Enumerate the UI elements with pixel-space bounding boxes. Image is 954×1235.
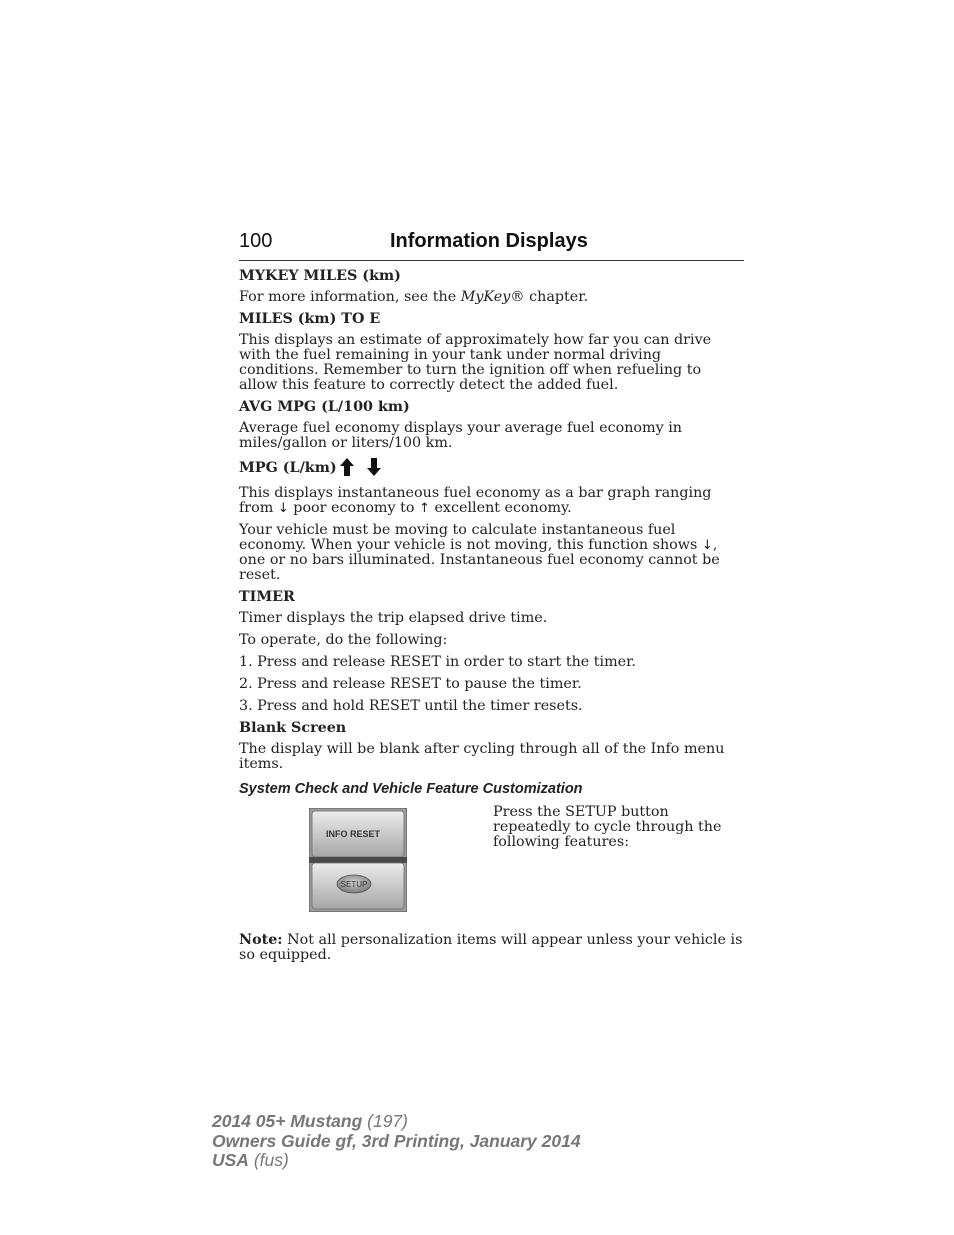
chapter-title: Information Displays <box>390 230 588 252</box>
setup-button-label: SETUP <box>340 880 368 889</box>
footer-line-2: Owners Guide gf, 3rd Printing, January 2014 <box>212 1130 581 1151</box>
info-setup-control-image <box>309 808 407 912</box>
footer-line-3: USA (fus) <box>212 1150 289 1170</box>
page-content <box>239 266 744 970</box>
section-title-system-check: System Check and Vehicle Feature Customization <box>239 781 583 797</box>
heading-mykey-miles: MYKEY MILES (km) <box>239 268 401 284</box>
blank-screen-text: The display will be blank after cycling through all of the Info menu items. <box>239 741 725 772</box>
arrow-up-small-icon: ↑ <box>419 501 430 516</box>
mpg-text-2: Your vehicle must be moving to calculate instantaneous fuel economy. When your vehicle is not moving, this function shows ↓, one or no bars illuminated. Instantaneous fuel economy cannot be reset. <box>239 522 720 583</box>
timer-text: Timer displays the trip elapsed drive time. <box>239 610 548 626</box>
info-reset-button-label: INFO RESET <box>325 829 381 839</box>
note: Note: Not all personalization items will appear unless your vehicle is so equipped. <box>239 932 743 963</box>
setup-caption: Press the SETUP button repeatedly to cycle through the following features: <box>493 804 722 850</box>
setup-figure <box>239 805 744 933</box>
mykey-text: For more information, see the MyKey® chapter. <box>239 289 589 305</box>
timer-step-2: 2. Press and release RESET to pause the timer. <box>239 676 582 692</box>
footer-line-1: 2014 05+ Mustang (197) <box>212 1111 408 1131</box>
arrow-down-icon <box>367 458 381 480</box>
mpg-text-1: This displays instantaneous fuel economy as a bar graph ranging from ↓ poor economy to ↑ excellent economy. <box>239 485 712 516</box>
arrow-down-small-icon: ↓ <box>277 501 289 516</box>
arrow-down-small-icon: ↓ <box>701 538 713 553</box>
heading-miles-to-e: MILES (km) TO E <box>239 311 381 327</box>
mykey-link: MyKey® <box>460 289 525 305</box>
avg-mpg-text: Average fuel economy displays your average fuel economy in miles/gallon or liters/100 km. <box>239 420 682 451</box>
timer-step-1: 1. Press and release RESET in order to start the timer. <box>239 654 636 670</box>
page-footer <box>212 1112 581 1171</box>
arrow-up-icon <box>340 458 354 480</box>
page-header <box>239 228 744 261</box>
note-label: Note: <box>239 932 283 948</box>
timer-step-3: 3. Press and hold RESET until the timer resets. <box>239 698 583 714</box>
heading-timer: TIMER <box>239 589 295 605</box>
heading-blank-screen: Blank Screen <box>239 720 347 736</box>
page-number: 100 <box>239 230 273 252</box>
miles-to-e-text: This displays an estimate of approximately how far you can drive with the fuel remaining in your tank under normal driving conditions. Remember to turn the ignition off when refueling to allow this feature to correctly detect the added fuel. <box>239 332 712 393</box>
heading-mpg: MPG (L/km) <box>239 458 744 480</box>
heading-avg-mpg: AVG MPG (L/100 km) <box>239 399 410 415</box>
timer-instructions: To operate, do the following: <box>239 632 448 648</box>
